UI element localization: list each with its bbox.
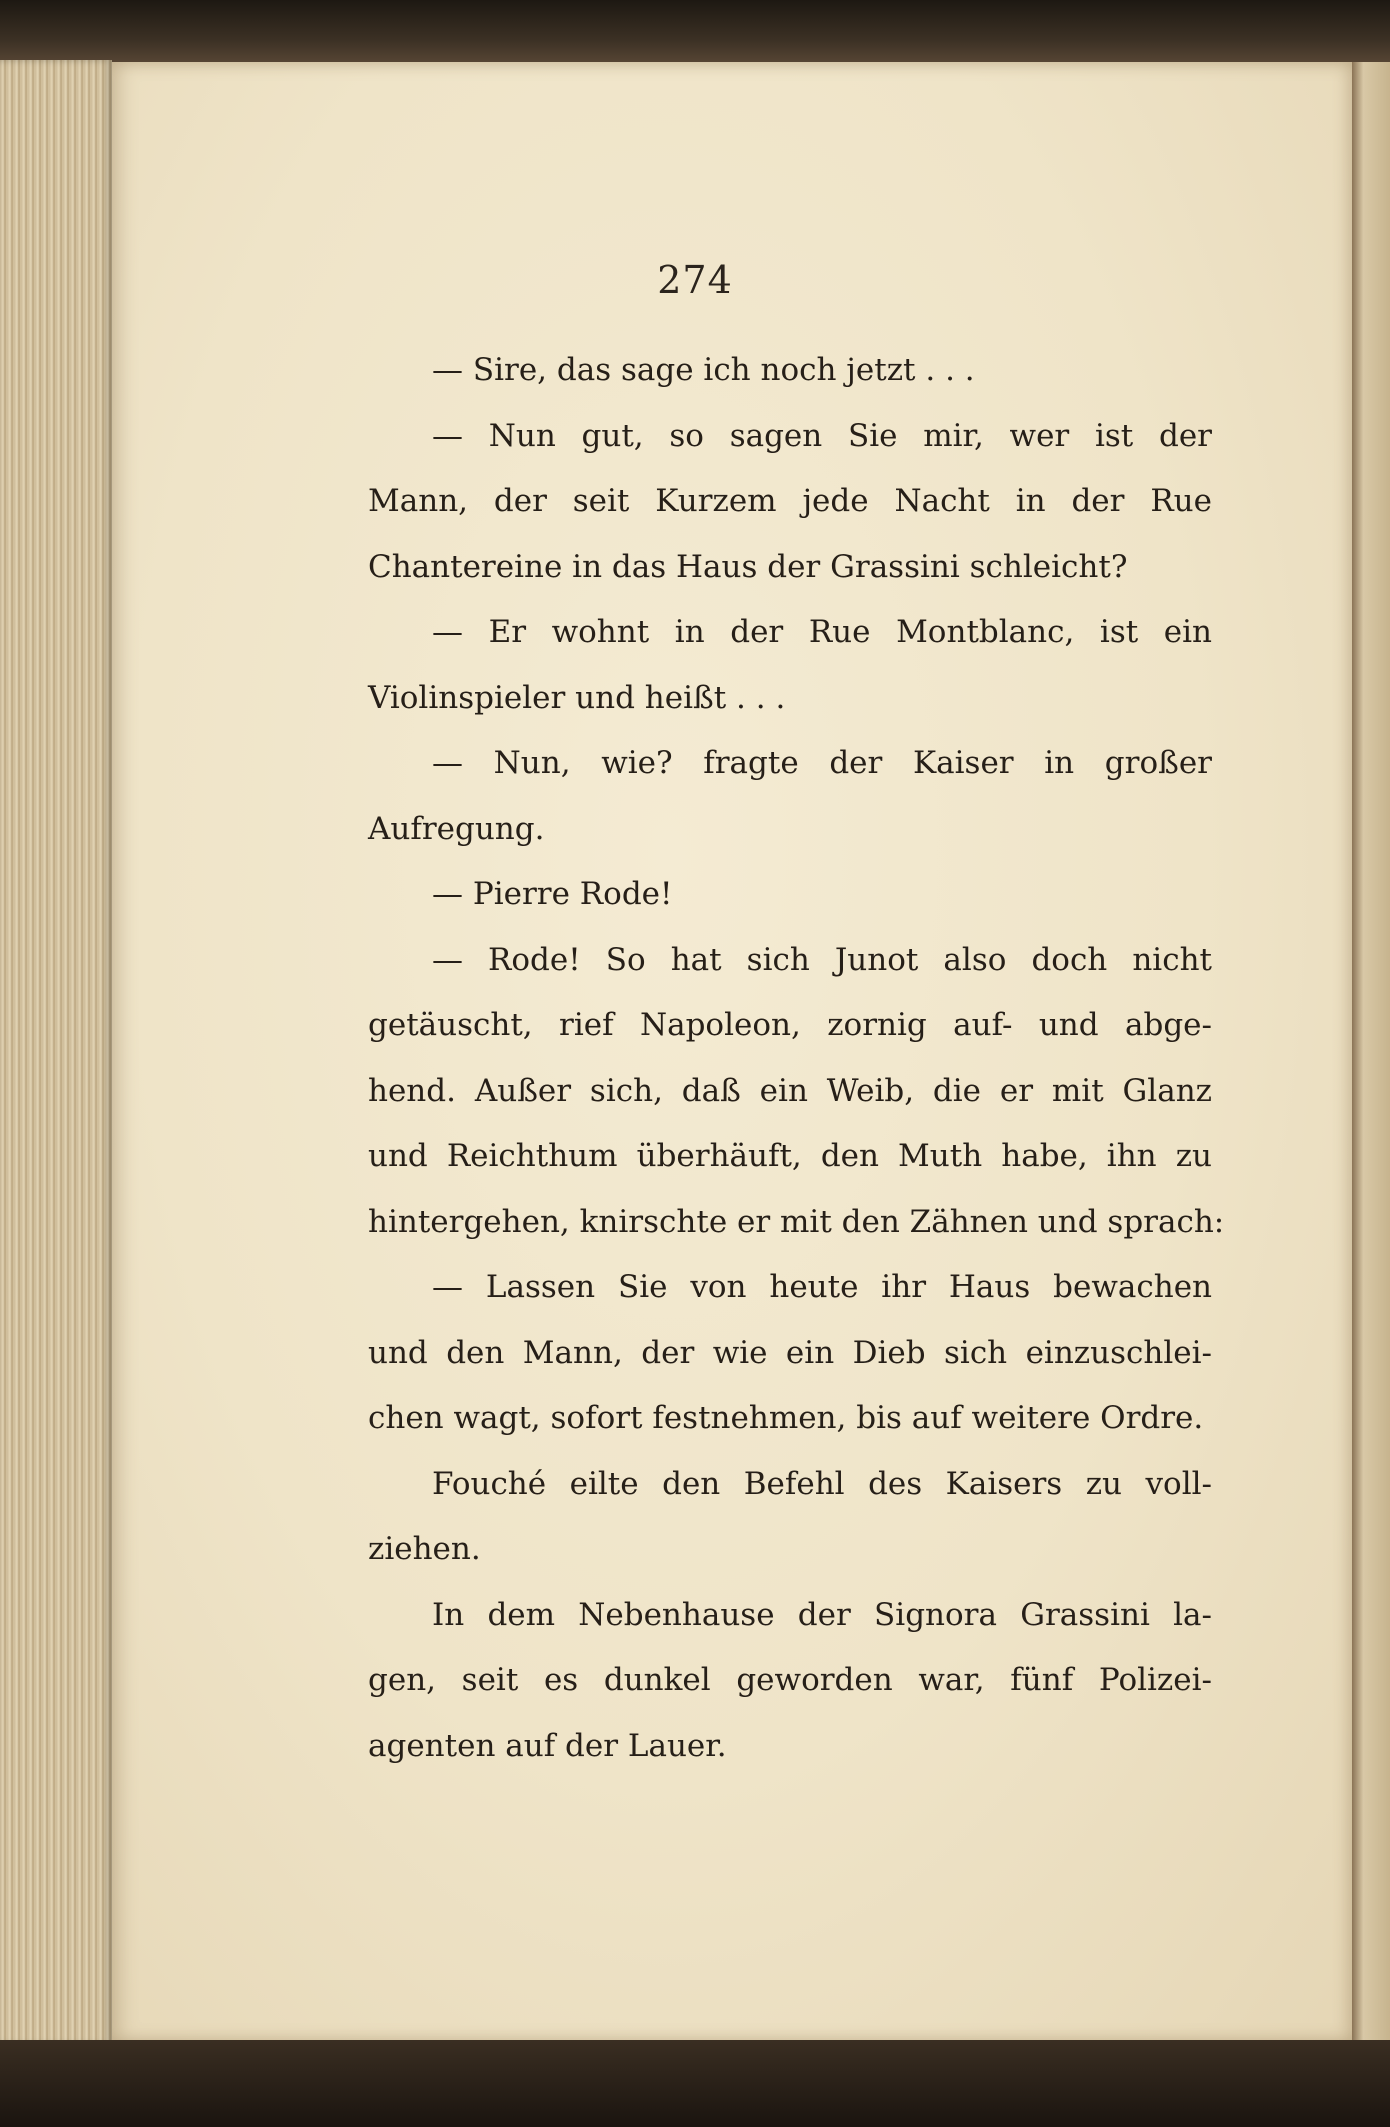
text-line: — Nun, wie? fragte der Kaiser in großer	[432, 745, 1212, 781]
page-edges-left	[0, 60, 112, 2045]
text-line: — Er wohnt in der Rue Montblanc, ist ein	[432, 614, 1212, 650]
text-line: chen wagt, sofort festnehmen, bis auf weitere Ordre.	[368, 1400, 1204, 1436]
text-line: Chantereine in das Haus der Grassini schleicht?	[368, 548, 1128, 585]
book-binding-top	[0, 0, 1390, 66]
text-line: hend. Außer sich, daß ein Weib, die er mit Glanz	[368, 1072, 1212, 1109]
page-number: 274	[657, 258, 733, 302]
text-line: Aufregung.	[368, 810, 545, 847]
text-line: Mann, der seit Kurzem jede Nacht in der Rue	[368, 483, 1212, 519]
page-edge-right	[1352, 62, 1390, 2042]
text-line: und den Mann, der wie ein Dieb sich einzuschlei-	[368, 1334, 1212, 1371]
book-binding-bottom	[0, 2040, 1390, 2127]
text-line: — Lassen Sie von heute ihr Haus bewachen	[432, 1269, 1212, 1305]
text-line: agenten auf der Lauer.	[368, 1727, 727, 1764]
page-text	[368, 338, 1225, 1779]
text-line: Fouché eilte den Befehl des Kaisers zu voll-	[432, 1465, 1212, 1502]
text-line: getäuscht, rief Napoleon, zornig auf- und abge-	[368, 1007, 1212, 1043]
text-line: — Rode! So hat sich Junot also doch nicht	[432, 941, 1212, 978]
text-line: — Sire, das sage ich noch jetzt . . .	[432, 352, 975, 388]
text-line: und Reichthum überhäuft, den Muth habe, ihn zu	[368, 1138, 1212, 1174]
text-line: gen, seit es dunkel geworden war, fünf Polizei-	[368, 1662, 1212, 1698]
text-line: hintergehen, knirschte er mit den Zähnen und sprach:	[368, 1203, 1225, 1240]
text-line: ziehen.	[368, 1531, 481, 1567]
text-line: — Nun gut, so sagen Sie mir, wer ist der	[432, 417, 1212, 454]
text-line: In dem Nebenhause der Signora Grassini la-	[432, 1596, 1212, 1633]
text-line: Violinspieler und heißt . . .	[368, 679, 786, 716]
text-line: — Pierre Rode!	[432, 876, 673, 912]
